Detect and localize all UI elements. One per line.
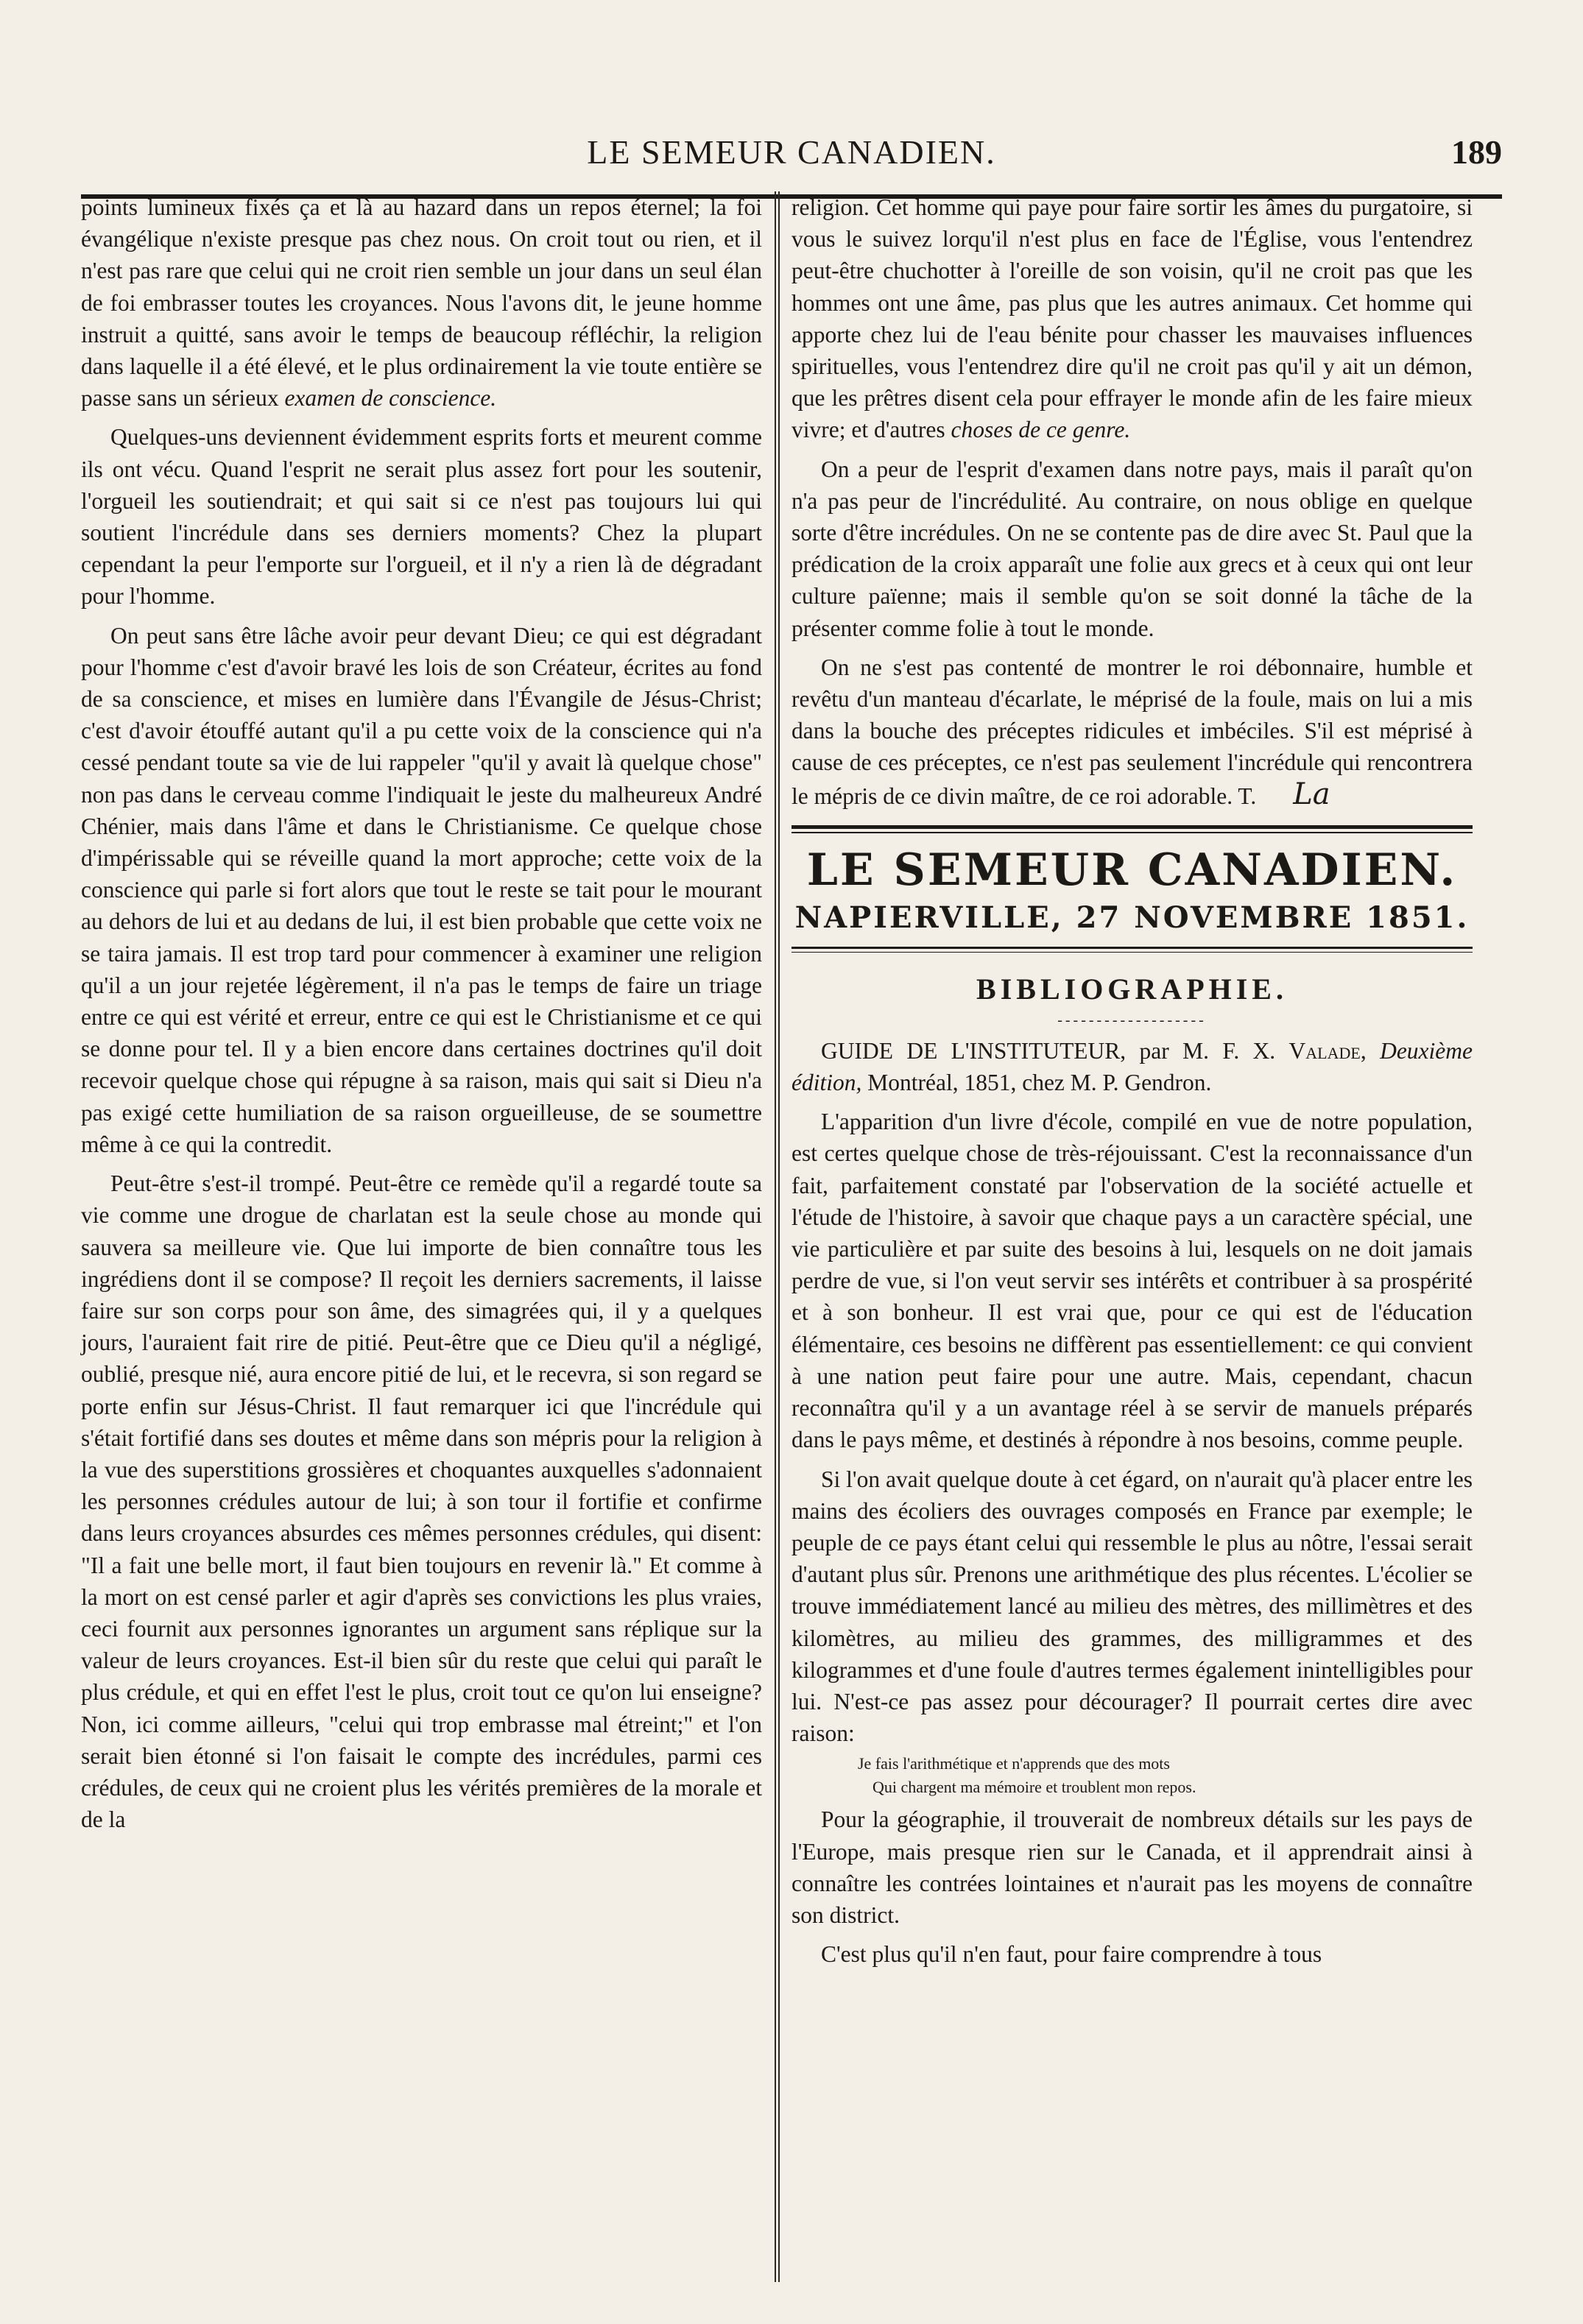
citation-publisher: Montréal, 1851, chez M. P. Gendron. — [867, 1070, 1212, 1096]
verse-line: Qui chargent ma mémoire et troublent mon repos. — [872, 1778, 1196, 1797]
running-head — [81, 133, 1502, 184]
paragraph — [81, 191, 762, 414]
paragraph: Peut-être s'est-il trompé. Peut-être ce remède qu'il a regardé toute sa vie comme une drogue de charlatan est la seule chose au monde qui sauvera sa meilleure vie. Que lui importe de bien connaître tous les ingrédiens dont il se compose? Il reçoit les derniers sacrements, il laisse faire sur son corps pour son âme, des simagrées qui, il y a quelques jours, l'auraient fait rire de pitié. Peut-être que ce Dieu qu'il a négligé, oublié, presque nié, aura encore pitié de lui, et le recevra, si son regard se porte enfin sur Jésus-Christ. Il faut remarquer ici que l'incrédule qui s'était fortifié dans ses doutes et même dans son mépris pour la religion à la vue des superstitions grossières et choquantes auxquelles s'adonnaient les personnes crédules autour de lui; à son tour il fortifie et confirme dans leurs croyances absurdes ces mêmes personnes crédules, qui disent: "Il a fait une belle mort, il faut bien toujours en revenir là." Et comme à la mort on est censé parler et agir d'après ses convictions les plus vraies, ceci fournit aux personnes ignorantes un argument sans réplique sur la valeur de leurs croyances. Est-il bien sûr du reste que celui qui paraît le plus crédule, et qui en effet l'est le plus, croit tout ce qu'on lui enseigne? Non, ici comme ailleurs, "celui qui trop embrasse mal étreint;" et l'on serait bien étonné si l'on faisait le compte des incrédules, parmi ces crédules, de ceux qui ne croient plus les vérités premières de la morale et de la — [81, 1170, 762, 1833]
page-number: 189 — [1451, 133, 1502, 171]
left-column — [81, 191, 762, 1835]
paragraph: Pour la géographie, il trouverait de nombreux détails sur les pays de l'Europe, mais presque rien sur le Canada, et il apprendrait ainsi à connaître les contrées lointaines et n'aurait pas les moyens de connaître son district. — [792, 1806, 1473, 1928]
citation-author: Valade — [1288, 1037, 1361, 1064]
column-divider — [775, 191, 776, 2282]
italic-phrase: choses de ce genre. — [951, 417, 1131, 443]
masthead-rule — [792, 952, 1473, 953]
running-title: LE SEMEUR CANADIEN. — [587, 133, 996, 171]
italic-phrase: examen de conscience. — [284, 385, 497, 412]
paragraph: On a peur de l'esprit d'examen dans notre pays, mais il paraît qu'on n'a pas peur de l'incrédulité. Au contraire, on nous oblige en quelque sorte d'être incrédules. On ne se contente pas de dire avec St. Paul que la prédication de la croix apparaît une folie aux grecs et à ceux qui ont leur culture païenne; mais il semble qu'on se soit donné la tâche de la présenter comme folie à tout le monde. — [792, 456, 1473, 641]
newspaper-page — [81, 110, 1502, 2289]
paragraph: L'apparition d'un livre d'école, compilé en vue de notre population, est certes quelque chose de très-réjouissant. C'est la reconnaissance d'un fait, parfaitement constaté par l'observation de la société actuelle et l'étude de l'histoire, à savoir que chaque pays a un caractère spécial, une vie particulière et par suite des besoins à lui, lesquels on ne doit jamais perdre de vue, si l'on veut servir ses intérêts et contribuer à sa prospérité et à son bonheur. Il est vrai que, pour ce qui est de l'éducation élémentaire, ces besoins ne diffèrent pas essentiellement: ce qui convient à une nation peut faire pour une autre. Mais, cependant, chacun reconnaîtra qu'il y a un avantage réel à se servir de manuels préparés dans le pays même, et destinés à répondre à nos besoins, comme peuple. — [792, 1109, 1473, 1453]
section-ornament: ------------------- — [1057, 1011, 1207, 1028]
masthead-title: LE SEMEUR CANADIEN. — [806, 844, 1458, 896]
paragraph: On peut sans être lâche avoir peur devant Dieu; ce qui est dégradant pour l'homme c'est d'avoir bravé les lois de son Créateur, écrites au fond de sa conscience, et mises en lumière dans l'Évangile de Jésus-Christ; c'est d'avoir étouffé autant qu'il a pu cette voix de la conscience qui n'a cessé pendant toute sa vie de lui rappeler "qu'il y avait là quelque chose" non pas dans le cerveau comme l'indiquait le jeste du malheureux André Chénier, mais dans l'âme et dans le Christianisme. Ce quelque chose d'impérissable qui se réveille quand la mort approche; cette voix de la conscience qui parle si fort alors que tout le reste se tait pour le mourant au dehors de lui et au dedans de lui, il est bien probable que cette voix ne se taira jamais. Il est trop tard pour commencer à examiner une religion qu'il a un jour rejetée légèrement, il n'a pas le temps de faire un triage entre ce qui est vérité et erreur, entre ce qui est le Christianisme et ce qui se donne pour tel. Il y a bien encore dans certaines doctrines qu'il doit recevoir quelque chose qui répugne à sa raison, mais qui sait si Dieu n'a pas exigé cette humiliation de sa raison orgueilleuse, de se soumettre même à ce qui la contredit. — [81, 622, 762, 1157]
paragraph: C'est plus qu'il n'en faut, pour faire comprendre à tous — [821, 1941, 1322, 1968]
paragraph-text: points lumineux fixés ça et là au hazard dans un repos éternel; la foi évangélique n'existe presque pas chez nous. On croit tout ou rien, et il n'est pas rare que celui qui ne croit rien semble un jour dans un seul élan de foi embrasser toutes les croyances. Nous l'avons dit, le jeune homme instruit a quitté, sans avoir le temps de beaucoup réfléchir, la religion dans laquelle il a été élevé, et le plus ordinairement la vie toute entière se passe sans un sérieux — [81, 194, 762, 412]
right-column — [792, 191, 1473, 1970]
citation-title: GUIDE DE L'INSTITUTEUR, par M. F. X. — [821, 1037, 1276, 1064]
masthead-rule — [792, 832, 1473, 833]
masthead-dateline: NAPIERVILLE, 27 NOVEMBRE 1851. — [794, 900, 1470, 935]
column-divider — [778, 191, 780, 2282]
paragraph: Quelques-uns deviennent évidemment esprits forts et meurent comme ils ont vécu. Quand l'esprit ne serait plus assez fort pour les soutenir, l'orgueil les soutiendrait; et qui sait si ce n'est pas toujours lui qui soutient l'incrédule dans ses derniers moments? Chez la plupart cependant la peur l'emporte sur l'orgueil, et il n'y a rien là de dégradant pour l'homme. — [81, 424, 762, 610]
author-signature: La — [1293, 777, 1330, 811]
verse-quote — [858, 1752, 1473, 1799]
masthead-rule — [792, 825, 1473, 829]
paragraph — [792, 191, 1473, 446]
citation-edition: Deuxième édition, — [792, 1037, 1473, 1096]
masthead-rule — [792, 947, 1473, 949]
paragraph: Si l'on avait quelque doute à cet égard, on n'aurait qu'à placer entre les mains des écoliers des ouvrages composés en France par exemple; le peuple de ce pays étant celui qui ressemble le plus au nôtre, l'essai serait d'autant plus sûr. Prenons une arithmétique des plus récentes. L'écolier se trouve immédiatement lancé au milieu des mètres, des millimètres et des kilomètres, au milieu des grammes, des milligrammes et des kilogrammes et d'une foule d'autres termes également inintelligibles pour lui. N'est-ce pas assez pour décourager? Il pourrait certes dire avec raison: — [792, 1466, 1473, 1747]
paragraph-text: religion. Cet homme qui paye pour faire sortir les âmes du purgatoire, si vous le suivez lorqu'il n'est plus en face de l'Église, vous l'entendrez peut-être chuchotter à l'oreille de son voisin, qu'il ne croit pas que les hommes ont une âme, pas plus que les autres animaux. Cet homme qui apporte chez lui de l'eau bénite pour chasser les mauvaises influences spirituelles, vous l'entendrez dire qu'il ne croit pas qu'il y ait un démon, que les prêtres disent cela pour effrayer le monde afin de les faire mieux vivre; et d'autres — [792, 194, 1473, 443]
paragraph — [792, 651, 1473, 812]
paragraph-text: On ne s'est pas contenté de montrer le roi débonnaire, humble et revêtu d'un manteau d'écarlate, le méprisé de la foule, mais on lui a mis dans la bouche des préceptes ridicules et imbéciles. S'il est méprisé à cause de ces préceptes, ce n'est pas seulement l'incrédule qui rencontrera le mépris de ce divin maître, de ce roi adorable. T. — [792, 654, 1473, 809]
verse-line: Je fais l'arithmétique et n'apprends que des mots — [858, 1754, 1170, 1773]
book-citation: GUIDE DE L'INSTITUTEUR, par M. F. X. Valade, Deuxième édition, Montréal, 1851, chez M. P. Gendron. — [792, 1037, 1473, 1096]
section-heading: BIBLIOGRAPHIE. — [976, 972, 1288, 1006]
